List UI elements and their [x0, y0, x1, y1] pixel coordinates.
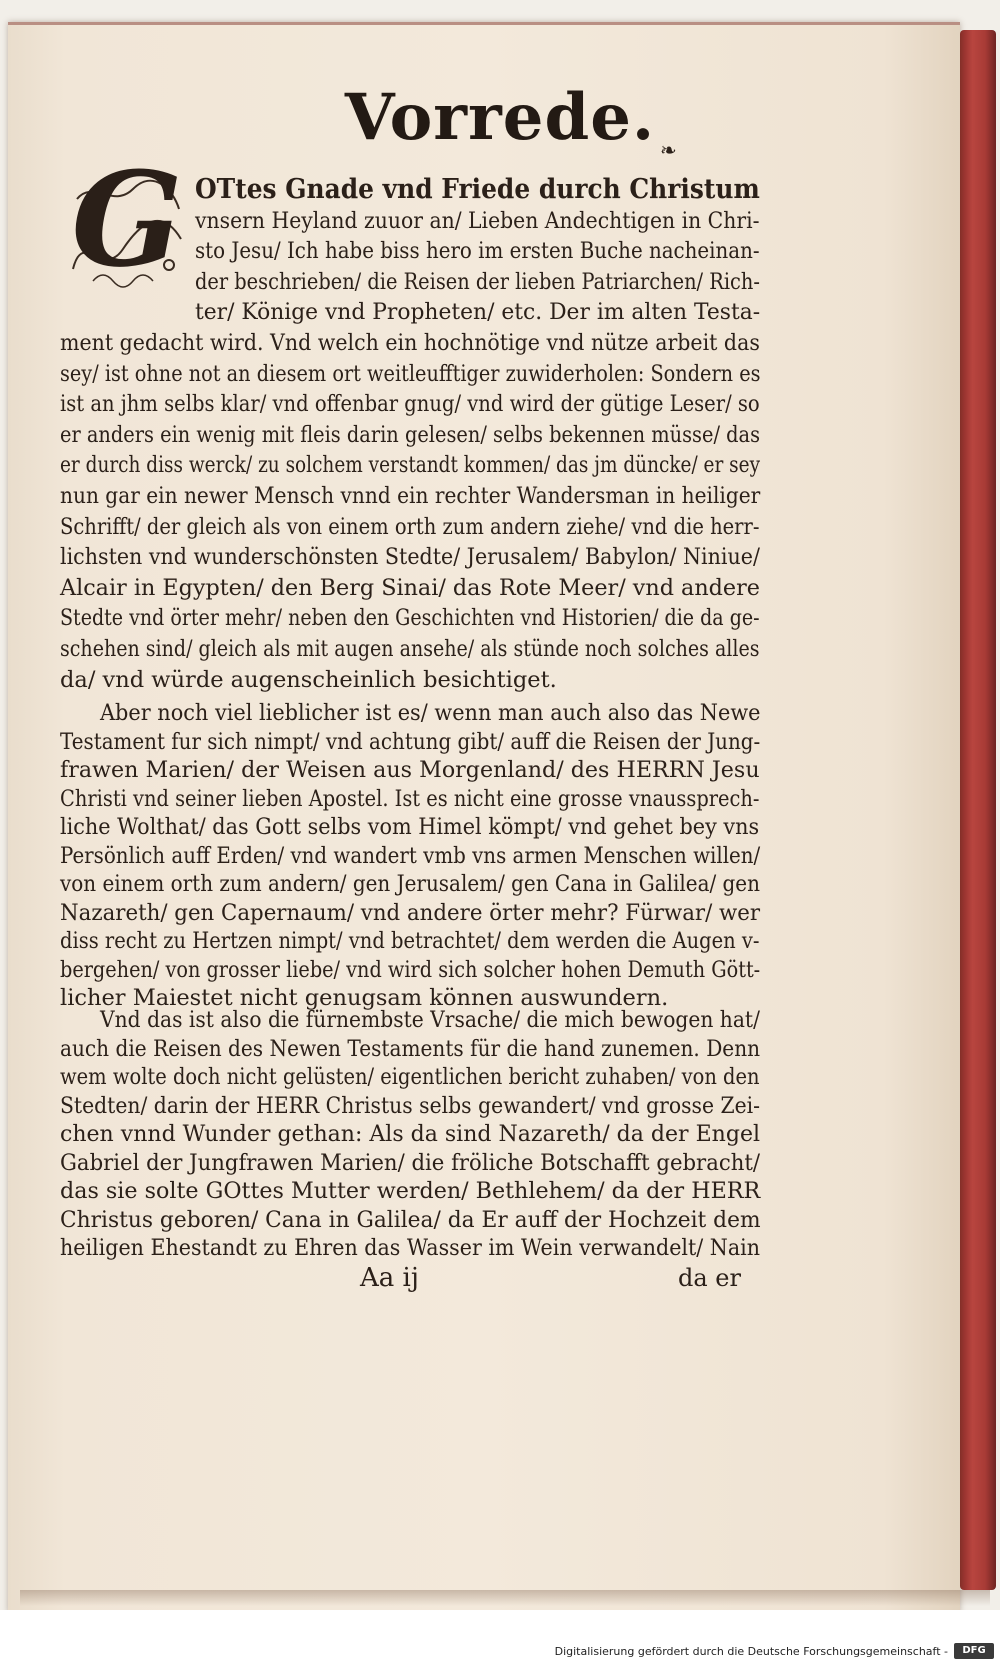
initial-letter: G: [71, 143, 183, 296]
book-page-edge: [960, 30, 996, 1590]
text-line: schehen sind/ gleich als mit augen ansehe/ als stünde noch solches alles: [60, 636, 760, 662]
text-line: licher Maiestet nicht genugsam können auswundern.: [60, 985, 669, 1011]
text-line: Gabriel der Jungfrawen Marien/ die fröliche Botschafft gebracht/: [60, 1149, 761, 1176]
text-line: liche Wolthat/ das Gott selbs vom Himel kömpt/ vnd gehet bey vns: [60, 814, 760, 840]
text-line: der beschrieben/ die Reisen der lieben Patriarchen/ Rich-: [195, 268, 760, 295]
text-line: Persönlich auff Erden/ vnd wandert vmb vns armen Menschen willen/: [60, 842, 761, 869]
signature-mark: Aa ij: [360, 1263, 419, 1293]
text-line: auch die Reisen des Newen Testaments für die hand zunemen. Denn: [60, 1035, 761, 1062]
text-line: ter/ Könige vnd Propheten/ etc. Der im alten Testa-: [195, 299, 761, 326]
text-line: Christi vnd seiner lieben Apostel. Ist es nicht eine grosse vnaussprech-: [60, 785, 760, 812]
text-line: da/ vnd würde augenscheinlich besichtiget.: [60, 666, 557, 693]
text-line: er anders ein wenig mit fleis darin gelesen/ selbs bekennen müsse/ das: [60, 421, 761, 448]
text-line: Schrifft/ der gleich als von einem orth zum andern ziehe/ vnd die herr-: [60, 513, 760, 540]
page-shadow: [20, 1590, 990, 1606]
text-line: wem wolte doch nicht gelüsten/ eigentlichen bericht zuhaben/ von den: [60, 1064, 760, 1090]
text-line: ist an jhm selbs klar/ vnd offenbar gnug/ vnd wird der gütige Leser/ so: [60, 391, 760, 418]
text-line: das sie solte GOttes Mutter werden/ Bethlehem/ da der HERR: [60, 1178, 761, 1204]
heading-ornament: ❧: [660, 138, 677, 162]
catchword: da er: [678, 1264, 741, 1292]
text-line: er durch diss werck/ zu solchem verstandt kommen/ das jm düncke/ er sey: [60, 452, 761, 479]
text-line: sey/ ist ohne not an diesem ort weitleufftiger zuwiderholen: Sondern es: [60, 360, 761, 387]
text-line: von einem orth zum andern/ gen Jerusalem/ gen Cana in Galilea/ gen: [60, 871, 760, 897]
text-line: lichsten vnd wunderschönsten Stedte/ Jerusalem/ Babylon/ Niniue/: [60, 544, 760, 571]
text-line: Testament fur sich nimpt/ vnd achtung gibt/ auff die Reisen der Jung-: [60, 728, 761, 755]
text-line: Stedte vnd örter mehr/ neben den Geschichten vnd Historien/ die da ge-: [60, 605, 760, 632]
text-line: heiligen Ehestandt zu Ehren das Wasser im Wein verwandelt/ Nain: [60, 1235, 760, 1261]
text-line: frawen Marien/ der Weisen aus Morgenland/ des HERRN Jesu: [60, 757, 760, 783]
text-line: chen vnnd Wunder gethan: Als da sind Nazareth/ da der Engel: [60, 1121, 761, 1147]
text-line: diss recht zu Hertzen nimpt/ vnd betrachtet/ dem werden die Augen v-: [60, 928, 760, 954]
text-line: Nazareth/ gen Capernaum/ vnd andere örter mehr? Fürwar/ wer: [60, 899, 761, 926]
text-line: ment gedacht wird. Vnd welch ein hochnötige vnd nütze arbeit das: [60, 330, 760, 356]
text-line: vnsern Heyland zuuor an/ Lieben Andechtigen in Chri-: [195, 207, 760, 234]
text-line: Stedten/ darin der HERR Christus selbs gewandert/ vnd grosse Zei-: [60, 1092, 761, 1119]
text-line: sto Jesu/ Ich habe biss hero im ersten Buche nacheinan-: [195, 238, 760, 265]
text-line: Alcair in Egypten/ den Berg Sinai/ das Rote Meer/ vnd andere: [60, 574, 760, 601]
funding-credit: Digitalisierung gefördert durch die Deutsche Forschungsgemeinschaft -: [554, 1645, 948, 1658]
decorated-initial: [62, 143, 192, 296]
text-line: nun gar ein newer Mensch vnnd ein rechter Wandersman in heiliger: [60, 483, 761, 509]
footer-bar: [0, 1610, 1000, 1670]
dfg-logo: DFG: [954, 1643, 994, 1659]
text-line: Vnd das ist also die fürnembste Vrsache/ die mich bewogen hat/: [100, 1007, 760, 1033]
text-line: Aber noch viel lieblicher ist es/ wenn man auch also das Newe: [100, 700, 761, 726]
text-line: bergehen/ von grosser liebe/ vnd wird sich solcher hohen Demuth Gött-: [60, 956, 761, 983]
text-line: OTtes Gnade vnd Friede durch Christum: [195, 174, 760, 205]
text-line: Christus geboren/ Cana in Galilea/ da Er auff der Hochzeit dem: [60, 1206, 761, 1233]
page-heading: Vorrede.: [344, 80, 656, 155]
